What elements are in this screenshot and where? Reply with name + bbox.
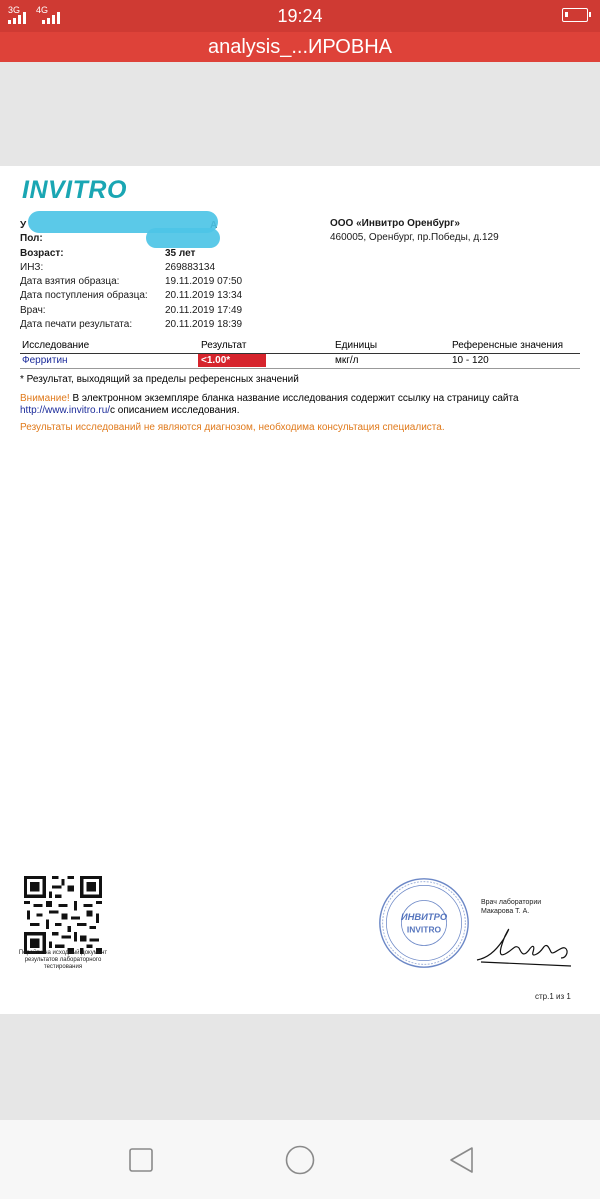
- col-units: Единицы: [335, 340, 378, 351]
- back-button[interactable]: [430, 1120, 490, 1199]
- inz-label: ИНЗ:: [20, 262, 44, 273]
- doctor-name: Макарова Т. А.: [481, 908, 530, 915]
- battery-icon: [562, 8, 588, 22]
- patient-name-label-fragment: У: [20, 220, 27, 231]
- network-indicator-4g: 4G: [36, 5, 49, 15]
- qr-code-icon[interactable]: [24, 876, 102, 954]
- results-table-header: [20, 340, 580, 354]
- network-indicator-3g: 3G: [8, 5, 21, 15]
- status-bar: [0, 0, 600, 32]
- home-button[interactable]: [270, 1120, 330, 1199]
- invitro-logo: INVITRO: [22, 176, 127, 204]
- sample-received-value: 20.11.2019 13:34: [165, 290, 243, 301]
- document-page: [0, 166, 600, 1014]
- redaction-scribble-2: [146, 228, 220, 248]
- stamp-text-1: ИНВИТРО: [400, 911, 448, 923]
- org-address: 460005, Оренбург, пр.Победы, д.129: [330, 232, 499, 243]
- document-title-bar: analysis_...ИРОВНА: [0, 32, 600, 62]
- result-units: мкг/л: [335, 355, 359, 366]
- warning-label: Внимание!: [20, 393, 70, 404]
- footnote: * Результат, выходящий за пределы референсных значений: [20, 374, 299, 385]
- age-value: 35 лет: [165, 248, 196, 259]
- table-row-divider: [20, 368, 580, 369]
- doctor-value: 20.11.2019 17:49: [165, 305, 243, 316]
- print-date-value: 20.11.2019 18:39: [165, 319, 243, 330]
- recent-apps-button[interactable]: [111, 1120, 171, 1199]
- warning-text-2: с описанием исследования.: [110, 405, 240, 416]
- sample-taken-value: 19.11.2019 07:50: [165, 276, 243, 287]
- col-reference: Референсные значения: [452, 340, 564, 351]
- doctor-signature-block: [481, 898, 541, 916]
- sample-taken-label: Дата взятия образца:: [20, 276, 120, 287]
- doctor-title: Врач лаборатории: [481, 899, 542, 906]
- lab-stamp-icon: [377, 876, 471, 970]
- clock: 19:24: [277, 6, 323, 26]
- circle-icon: [285, 1145, 315, 1175]
- age-label: Возраст:: [20, 248, 64, 259]
- inz-value: 269883134: [165, 262, 216, 273]
- print-date-label: Дата печати результата:: [20, 319, 133, 330]
- invitro-website-link[interactable]: http://www.invitro.ru/: [20, 405, 111, 416]
- stamp-text-2: INVITRO: [406, 924, 442, 935]
- org-name: ООО «Инвитро Оренбург»: [330, 218, 460, 229]
- result-flag: <1.00*: [198, 354, 266, 367]
- navigation-bar: [0, 1120, 600, 1199]
- sample-received-label: Дата поступления образца:: [20, 290, 148, 301]
- signature-icon: [475, 918, 575, 970]
- warning-block: [20, 393, 580, 417]
- disclaimer: Результаты исследований не являются диагнозом, необходима консультация специалиста.: [20, 422, 445, 433]
- test-name-link[interactable]: Ферритин: [22, 355, 68, 366]
- organization-block: [330, 218, 499, 243]
- square-icon: [129, 1148, 153, 1172]
- triangle-back-icon: [448, 1146, 474, 1174]
- sex-label: Пол:: [20, 233, 43, 244]
- col-test: Исследование: [22, 340, 90, 351]
- result-reference: 10 - 120: [452, 355, 489, 366]
- col-result: Результат: [201, 340, 247, 351]
- page-number: стр.1 из 1: [535, 992, 571, 1001]
- warning-text: В электронном экземпляре бланка название исследования содержит ссылку на страницу сайта: [69, 393, 519, 404]
- doctor-label: Врач:: [20, 305, 46, 316]
- qr-caption: Перейти на исходный документ результатов лабораторного тестирования: [18, 950, 108, 970]
